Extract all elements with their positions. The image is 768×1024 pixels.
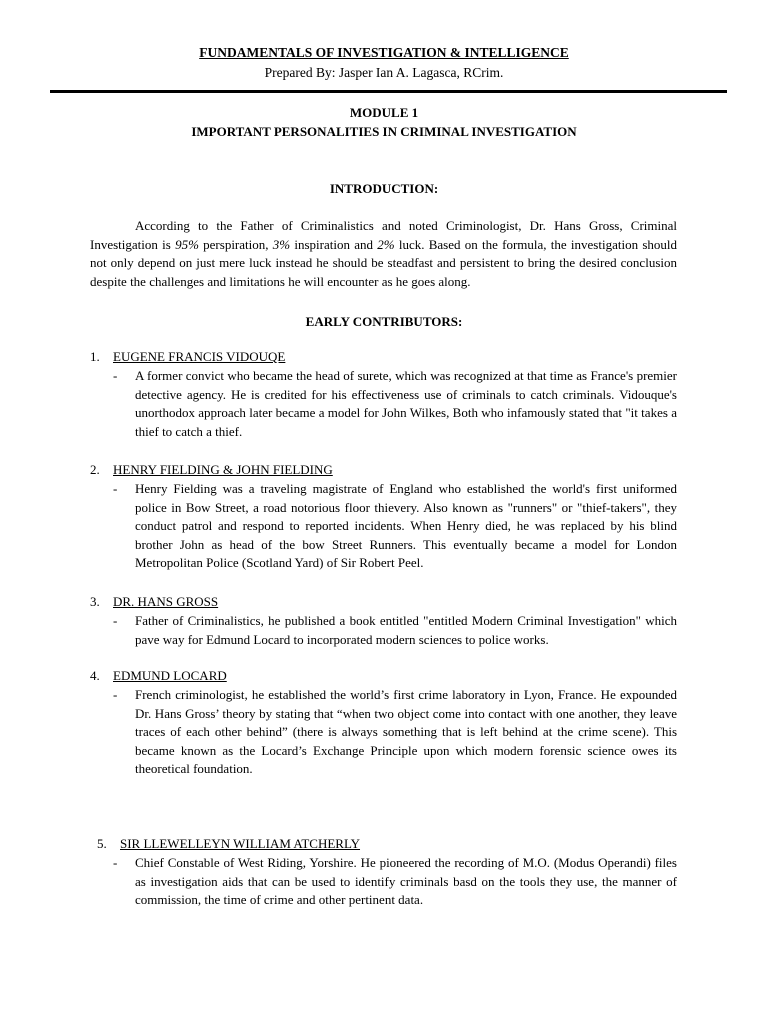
contributor-description-block (90, 367, 677, 441)
contributor-number: 3. (90, 594, 100, 609)
contributor-description: Father of Criminalistics, he published a book entitled "entitled Modern Criminal Investigation" which pave way for Edmund Locard to incorporated modern sciences to police works. (135, 613, 677, 647)
introduction-paragraph (90, 217, 677, 291)
intro-text-3: inspiration and (290, 236, 378, 252)
intro-text-2: perspiration, (198, 236, 273, 252)
contributor-name: SIR LLEWELLEYN WILLIAM ATCHERLY (120, 836, 361, 851)
contributor-name: DR. HANS GROSS (113, 594, 219, 609)
contributor-name: EUGENE FRANCIS VIDOUQE (113, 349, 286, 364)
contributor-number: 5. (97, 836, 107, 851)
contributor-heading (90, 348, 677, 367)
course-title: FUNDAMENTALS OF INVESTIGATION & INTELLIGENCE (199, 45, 569, 60)
module-number: MODULE 1 (349, 105, 419, 120)
contributor-heading (90, 667, 677, 686)
contributor-description: A former convict who became the head of surete, which was recognized at that time as France's premier detective agency. He is credited for his effectiveness use of criminals to catch criminals. Vidouque's unorthodox approach later became a model for John Wilkes, Both who infamously stated that "it takes a thief to catch a thief. (135, 368, 677, 439)
contributor-name: HENRY FIELDING & JOHN FIELDING (113, 462, 333, 477)
contributor-item-2 (90, 461, 677, 573)
contributor-heading (90, 835, 677, 854)
contributor-item-1 (90, 348, 677, 441)
contributor-heading (90, 461, 677, 480)
contributor-description-block (90, 480, 677, 573)
contributor-description: French criminologist, he established the world’s first crime laboratory in Lyon, France. He expounded Dr. Hans Gross’ theory by stating that “when two object come into contact with one another, they leave traces of each other behind” (there is always something that is left behind at the crime scene). This became known as the Locard’s Exchange Principle upon which modern forensic science owes its theoretical foundation. (135, 687, 677, 777)
contributor-number: 1. (90, 349, 100, 364)
prepared-by: Prepared By: Jasper Ian A. Lagasca, RCrim. (264, 65, 504, 80)
early-contributors-heading: EARLY CONTRIBUTORS: (305, 314, 463, 329)
contributor-description-block (90, 686, 677, 779)
intro-pct-2: 2% (377, 236, 395, 252)
introduction-heading: INTRODUCTION: (329, 181, 439, 196)
header-rule (50, 90, 727, 93)
contributor-description: Henry Fielding was a traveling magistrate of England who established the world's first uniformed police in Bow Street, a road notorious floor thievery. Also known as "runners" or "thief-takers", they conduct patrol and respond to reported incidents. When Henry died, he was replaced by his blind brother John as head of the bow Street Runners. This eventually became a model for London Metropolitan Police (Scotland Yard) of Sir Robert Peel. (135, 481, 677, 571)
bullet-dash: - (113, 368, 118, 383)
contributor-item-4 (90, 667, 677, 779)
intro-pct-3: 3% (272, 236, 291, 252)
contributor-description: Chief Constable of West Riding, Yorshire. He pioneered the recording of M.O. (Modus Operandi) files as investigation aids that can be used to identify criminals basd on the tools they use, the manner of commission, the time of crime and other pertinent data. (135, 855, 677, 908)
contributor-number: 4. (90, 668, 100, 683)
contributor-description-block (90, 612, 677, 649)
contributor-name: EDMUND LOCARD (113, 668, 227, 683)
contributor-item-5 (90, 835, 677, 910)
bullet-dash: - (113, 687, 118, 702)
intro-text-1: According to the Father of Criminalistics and noted Criminologist, Dr. Hans Gross, Criminal Investigation is (90, 218, 677, 252)
intro-pct-95: 95% (175, 236, 199, 252)
intro-text-4: luck. Based on the formula, the investigation should not only depend on just mere luck instead he should be steadfast and persistent to bring the desired conclusion despite the challenges and limitations he will encounter as he goes along. (90, 236, 678, 289)
contributor-number: 2. (90, 462, 100, 477)
contributor-description-block (90, 854, 677, 910)
bullet-dash: - (113, 613, 118, 628)
bullet-dash: - (113, 481, 118, 496)
contributor-heading (90, 593, 677, 612)
contributor-item-3 (90, 593, 677, 649)
module-title: IMPORTANT PERSONALITIES IN CRIMINAL INVESTIGATION (191, 124, 577, 139)
bullet-dash: - (113, 855, 118, 870)
